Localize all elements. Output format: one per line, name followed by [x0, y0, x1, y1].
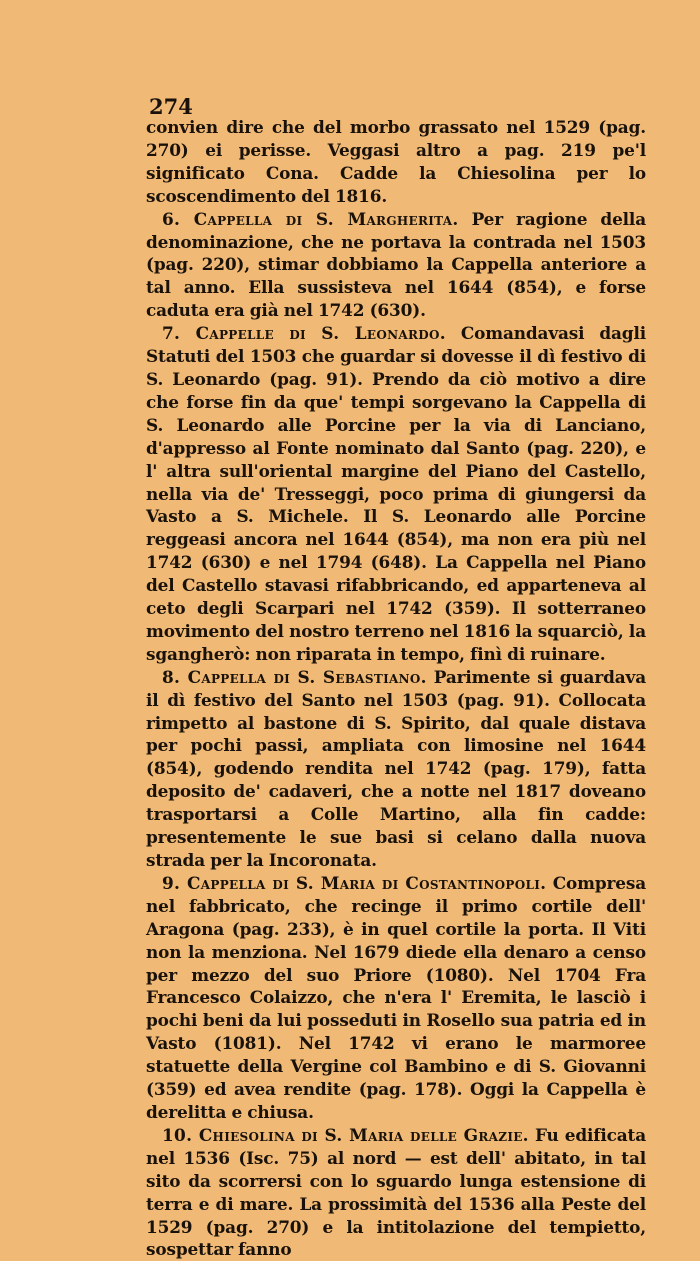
paragraph-cappella-margherita — [146, 208, 646, 323]
paragraph-text: Compresa nel fabbricato, che recinge il primo cortile dell' Aragona (pag. 233), è in quel cortile la porta. Il Viti non la menziona. Nel 1679 diede ella denaro a censo per mezzo del suo Priore (1080). Nel 1704 Fra Francesco Colaizzo, che n'era l' Eremita, le lasciò i pochi beni da lui posseduti in Rosello sua patria ed in Vasto (1081). Nel 1742 vi erano le marmoree statuette della Vergine col Bambino e di S. Giovanni (359) ed avea rendite (pag. 178). Oggi la Cappella è derelitta e chiusa. — [146, 872, 646, 1122]
paragraph-text: Comandavasi dagli Statuti del 1503 che guardar si dovesse il dì festivo di S. Leonardo (pag. 91). Prendo da ciò motivo a dire che forse fin da que' tempi sorgevano la Cappella di S. Leonardo alle Porcine per la via di Lanciano, d'appresso al Fonte nominato dal Santo (pag. 220), e l' altra sull'oriental margine del Piano del Castello, nella via de' Tresseggi, poco prima di giungersi da Vasto a S. Michele. Il S. Leonardo alle Porcine reggeasi ancora nel 1644 (854), ma non era più nel 1742 (630) e nel 1794 (648). La Cappella nel Piano del Castello stavasi rifabbricando, ed apparteneva al ceto degli Scarpari nel 1742 (359). Il sotterraneo movimento del nostro terreno nel 1816 la squarciò, la sgangherò: non riparata in tempo, finì di ruinare. — [146, 323, 646, 664]
paragraph-text: Fu edificata nel 1536 (Isc. 75) al nord — est dell' abitato, in tal sito da scorrersi con lo sguardo lunga estensione di terra e di mare. La prossimità del 1536 alla Peste del 1529 (pag. 270) e la intitolazione del tempietto, sospettar fanno — [146, 1124, 646, 1260]
body-text — [146, 116, 646, 1261]
paragraph-cappella-costantinopoli — [146, 872, 646, 1124]
section-heading: 10. Chiesolina di S. Maria delle Grazie. — [162, 1124, 529, 1145]
section-heading: 7. Cappelle di S. Leonardo. — [162, 323, 446, 344]
paragraph-text: convien dire che del morbo grassato nel 1529 (pag. 270) ei perisse. Veggasi altro a pag. 219 pe'l significato Cona. Cadde la Chiesolina per lo scoscendimento del 1816. — [146, 117, 646, 206]
paragraph-continuation — [146, 116, 646, 208]
paragraph-cappelle-leonardo — [146, 322, 646, 666]
page-number: 274 — [149, 94, 193, 119]
section-heading: 6. Cappella di S. Margherita. — [162, 208, 459, 229]
section-heading: 9. Cappella di S. Maria di Costantinopoli. — [162, 872, 547, 893]
paragraph-text: Parimente si guardava il dì festivo del Santo nel 1503 (pag. 91). Collocata rimpetto al bastone di S. Spirito, dal quale distava per pochi passi, ampliata con limosine nel 1644 (854), godendo rendita nel 1742 (pag. 179), fatta deposito de' cadaveri, che a notte nel 1817 doveano trasportarsi a Colle Martino, alla fin cadde: presentemente le sue basi si celano dalla nuova strada per la Incoronata. — [146, 666, 647, 870]
section-heading: 8. Cappella di S. Sebastiano. — [162, 666, 427, 687]
paragraph-text: Per ragione della denominazione, che ne portava la contrada nel 1503 (pag. 220), stimar dobbiamo la Cappella anteriore a tal anno. Ella sussisteva nel 1644 (854), e forse caduta era già nel 1742 (630). — [146, 208, 646, 321]
paragraph-cappella-sebastiano — [146, 666, 646, 872]
paragraph-chiesolina-grazie — [146, 1124, 646, 1261]
